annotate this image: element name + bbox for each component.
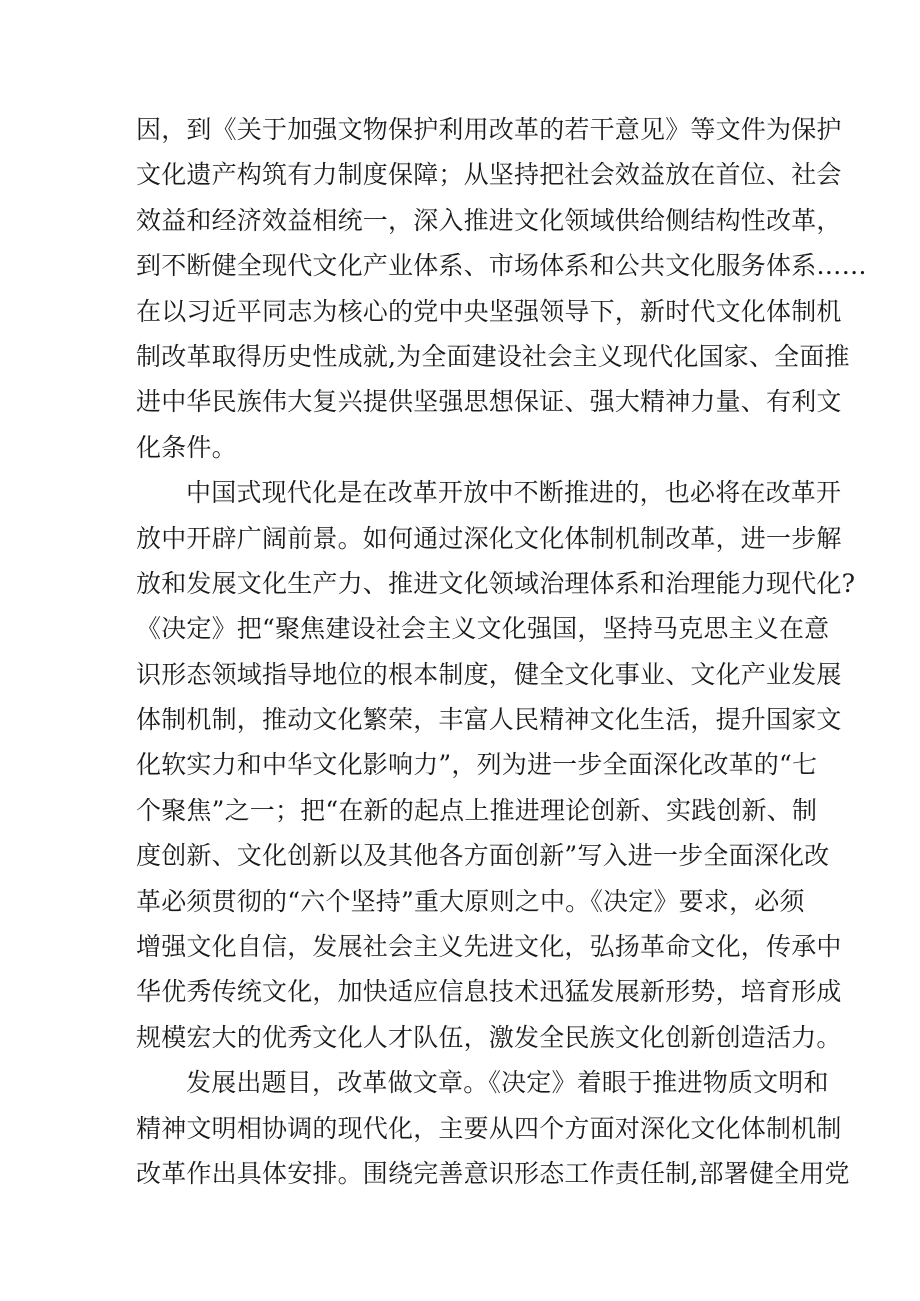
text-line: 规模宏大的优秀文化人才队伍，激发全民族文化创新创造活力。 [136, 1022, 842, 1052]
paragraph-2 [136, 470, 856, 1060]
text-line: 制改革取得历史性成就,为全面建设社会主义现代化国家、全面推 [136, 341, 850, 371]
text-line: 个聚焦”之一；把“在新的起点上推进理论创新、实践创新、制 [136, 795, 818, 825]
text-line: 放和发展文化生产力、推进文化领域治理体系和治理能力现代化? [136, 568, 856, 598]
text-line: 革必须贯彻的“六个坚持”重大原则之中。《决定》要求，必须 [136, 886, 805, 916]
paragraph-3 [136, 1060, 850, 1196]
paragraph-1 [136, 107, 867, 470]
text-line: 华优秀传统文化，加快适应信息技术迅猛发展新形势，培育形成 [136, 977, 842, 1007]
text-line: 进中华民族伟大复兴提供坚强思想保证、强大精神力量、有利文 [136, 387, 842, 417]
text-line: 《决定》把“聚焦建设社会主义文化强国，坚持马克思主义在意 [136, 614, 830, 644]
text-line: 度创新、文化创新以及其他各方面创新”写入进一步全面深化改 [136, 841, 830, 871]
text-line: 精神文明相协调的现代化，主要从四个方面对深化文化体制机制 [136, 1113, 842, 1143]
text-line: 在以习近平同志为核心的党中央坚强领导下，新时代文化体制机 [136, 296, 842, 326]
text-line: 中国式现代化是在改革开放中不断推进的，也必将在改革开 [186, 478, 842, 508]
text-line: 改革作出具体安排。围绕完善意识形态工作责任制,部署健全用党 [136, 1158, 850, 1188]
text-line: 效益和经济效益相统一，深入推进文化领域供给侧结构性改革， [136, 205, 842, 235]
text-line: 文化遗产构筑有力制度保障；从坚持把社会效益放在首位、社会 [136, 160, 842, 190]
text-line: 放中开辟广阔前景。如何通过深化文化体制机制改革，进一步解 [136, 523, 842, 553]
text-line: 化条件。 [136, 432, 237, 462]
text-line: 化软实力和中华文化影响力”，列为进一步全面深化改革的“七 [136, 750, 818, 780]
text-line: 因，到《关于加强文物保护利用改革的若干意见》等文件为保护 [136, 115, 842, 144]
text-line: 体制机制，推动文化繁荣，丰富人民精神文化生活，提升国家文 [136, 705, 842, 735]
text-line: 增强文化自信，发展社会主义先进文化，弘扬革命文化，传承中 [136, 932, 842, 962]
text-line: 发展出题目，改革做文章。《决定》着眼于推进物质文明和 [186, 1068, 829, 1098]
text-line: 到不断健全现代文化产业体系、市场体系和公共文化服务体系…… [136, 251, 867, 281]
text-line: 识形态领域指导地位的根本制度，健全文化事业、文化产业发展 [136, 659, 842, 689]
document-body [136, 107, 867, 1196]
